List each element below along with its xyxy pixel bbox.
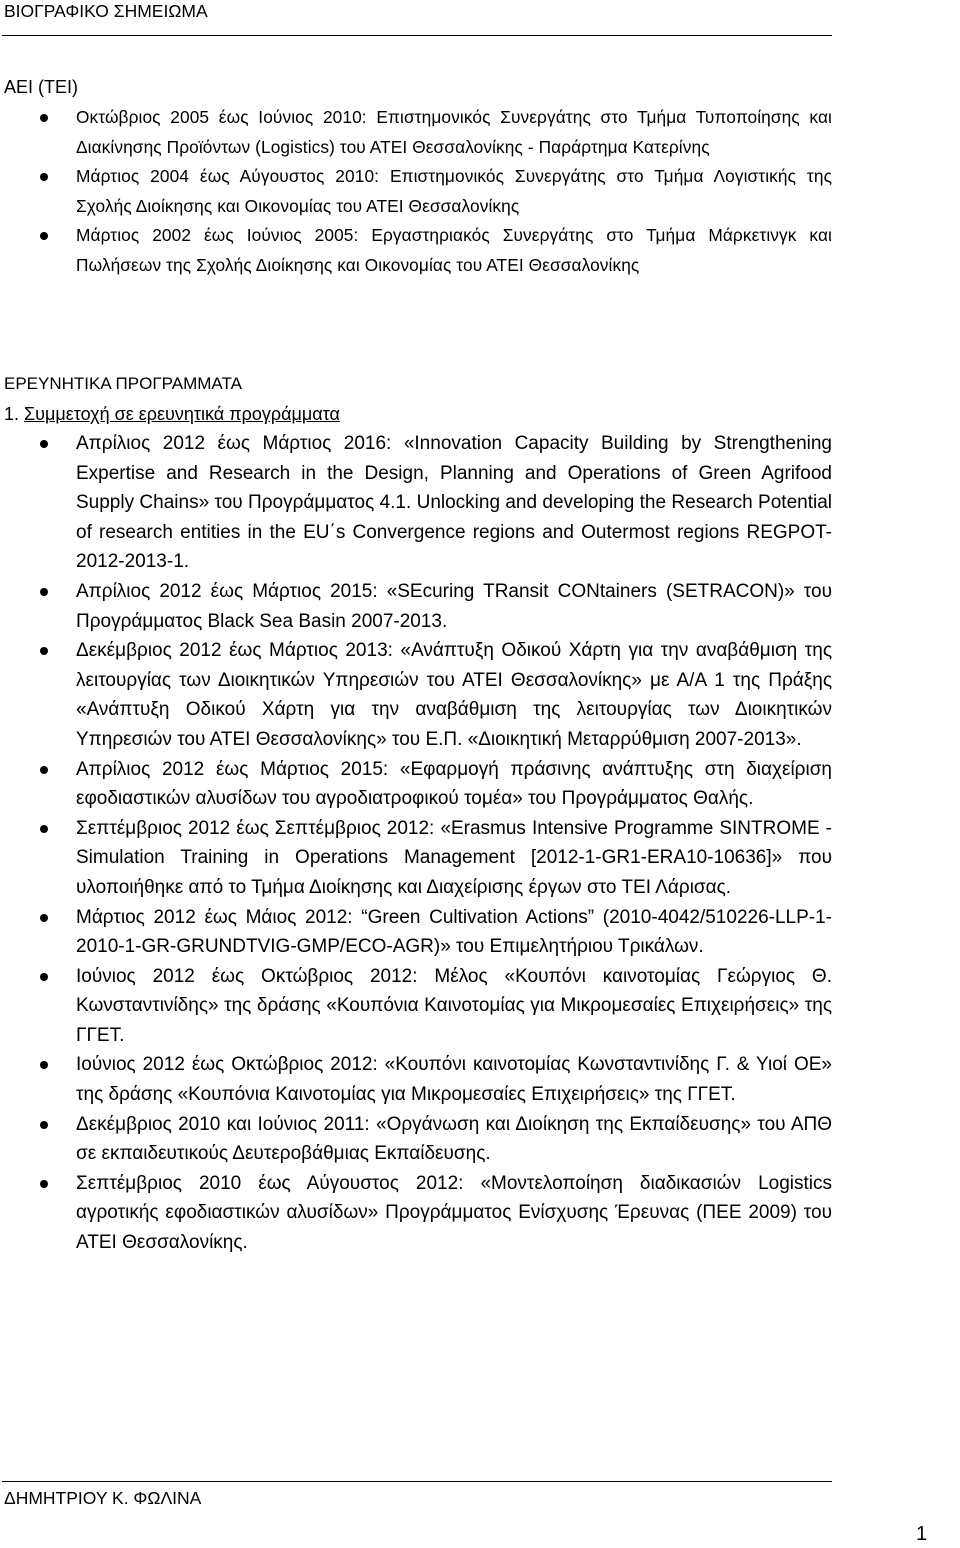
list-item: Ιούνιος 2012 έως Οκτώβριος 2012: «Κουπόνι καινοτομίας Κωνσταντινίδης Γ. & Υιοί ΟΕ» της δράσης «Κουπόνια Καινοτομίας για Μικρομεσαίες Επιχειρήσεις» της ΓΓΕΤ. [0,1050,832,1109]
list-item: Δεκέμβριος 2010 και Ιούνιος 2011: «Οργάνωση και Διοίκηση της Εκπαίδευσης» του ΑΠΘ σε εκπαιδευτικούς Δευτεροβάθμιας Εκπαίδευσης. [0,1110,832,1169]
list-item: Μάρτιος 2002 έως Ιούνιος 2005: Εργαστηριακός Συνεργάτης στο Τμήμα Μάρκετινγκ και Πωλήσεων της Σχολής Διοίκησης και Οικονομίας του ΑΤΕΙ Θεσσαλονίκης [0,221,832,280]
bullet-icon [40,973,48,981]
list-item: Σεπτέμβριος 2010 έως Αύγουστος 2012: «Μοντελοποίηση διαδικασιών Logistics αγροτικής εφοδιαστικών αλυσίδων» Προγράμματος Ενίσχυσης Έρευνας (ΠΕΕ 2009) του ΑΤΕΙ Θεσσαλονίκης. [0,1169,832,1258]
section-title-research: ΕΡΕΥΝΗΤΙΚΑ ΠΡΟΓΡΑΜΜΑΤΑ [4,374,242,393]
aei-list [0,103,832,281]
bullet-icon [40,173,48,181]
footer-divider [2,1481,832,1482]
list-item: Σεπτέμβριος 2012 έως Σεπτέμβριος 2012: «Erasmus Intensive Programme SINTROME - Simulation Training in Operations Management [2012-1-GR1-ERA10-10636]» που υλοποιήθηκε από το Τμήμα Διοίκησης και Διαχείρισης έργων στο ΤΕΙ Λάρισας. [0,814,832,903]
list-item: Μάρτιος 2012 έως Μάιος 2012: “Green Cultivation Actions” (2010-4042/510226-LLP-1-2010-1-GR-GRUNDTVIG-GMP/ECO-AGR)» του Επιμελητήριου Τρικάλων. [0,903,832,962]
bullet-icon [40,914,48,922]
bullet-icon [40,647,48,655]
subsection-label: Συμμετοχή σε ερευνητικά προγράμματα [24,404,340,424]
bullet-icon [40,114,48,122]
bullet-icon [40,766,48,774]
list-item: Απρίλιος 2012 έως Μάρτιος 2016: «Innovation Capacity Building by Strengthening Expertise and Research in the Design, Planning and Operations of Green Agrifood Supply Chains» του Προγράμματος 4.1. Unlocking and developing the Research Potential of research entities in the EU΄s Convergence regions and Outermost regions REGPOT-2012-2013-1. [0,429,832,577]
research-list [0,429,832,1258]
list-item: Απρίλιος 2012 έως Μάρτιος 2015: «SEcuring TRansit CONtainers (SETRACON)» του Προγράμματος Black Sea Basin 2007-2013. [0,577,832,636]
bullet-icon [40,232,48,240]
bullet-icon [40,825,48,833]
list-item: Απρίλιος 2012 έως Μάρτιος 2015: «Εφαρμογή πράσινης ανάπτυξης στη διαχείριση εφοδιαστικών αλυσίδων του αγροδιατροφικού τομέα» του Προγράμματος Θαλής. [0,755,832,814]
page-number: 1 [916,1523,928,1545]
list-item: Ιούνιος 2012 έως Οκτώβριος 2012: Μέλος «Κουπόνι καινοτομίας Γεώργιος Θ. Κωνσταντινίδης» της δράσης «Κουπόνια Καινοτομίας για Μικρομεσαίες Επιχειρήσεις» της ΓΓΕΤ. [0,962,832,1051]
header-divider [2,35,832,36]
bullet-icon [40,1180,48,1188]
subsection-title [4,403,340,425]
bullet-icon [40,588,48,596]
bullet-icon [40,1121,48,1129]
header-title: ΒΙΟΓΡΑΦΙΚΟ ΣΗΜΕΙΩΜΑ [4,1,208,21]
list-item: Οκτώβριος 2005 έως Ιούνιος 2010: Επιστημονικός Συνεργάτης στο Τμήμα Τυποποίησης και Διακίνησης Προϊόντων (Logistics) του ΑΤΕΙ Θεσσαλονίκης - Παράρτημα Κατερίνης [0,103,832,162]
footer-author-name: ΔΗΜΗΤΡΙΟΥ Κ. ΦΩΛΙΝΑ [4,1488,202,1508]
subsection-number: 1. [4,404,20,424]
list-item: Μάρτιος 2004 έως Αύγουστος 2010: Επιστημονικός Συνεργάτης στο Τμήμα Λογιστικής της Σχολής Διοίκησης και Οικονομίας του ΑΤΕΙ Θεσσαλονίκης [0,162,832,221]
section-title-aei: ΑΕΙ (ΤΕΙ) [4,77,79,97]
list-item: Δεκέμβριος 2012 έως Μάρτιος 2013: «Ανάπτυξη Οδικού Χάρτη για την αναβάθμιση της λειτουργίας των Διοικητικών Υπηρεσιών του ΑΤΕΙ Θεσσαλονίκης» με Α/Α 1 της Πράξης «Ανάπτυξη Οδικού Χάρτη για την αναβάθμιση της λειτουργίας των Διοικητικών Υπηρεσιών του ΑΤΕΙ Θεσσαλονίκης» του Ε.Π. «Διοικητική Μεταρρύθμιση 2007-2013». [0,636,832,754]
bullet-icon [40,440,48,448]
bullet-icon [40,1061,48,1069]
